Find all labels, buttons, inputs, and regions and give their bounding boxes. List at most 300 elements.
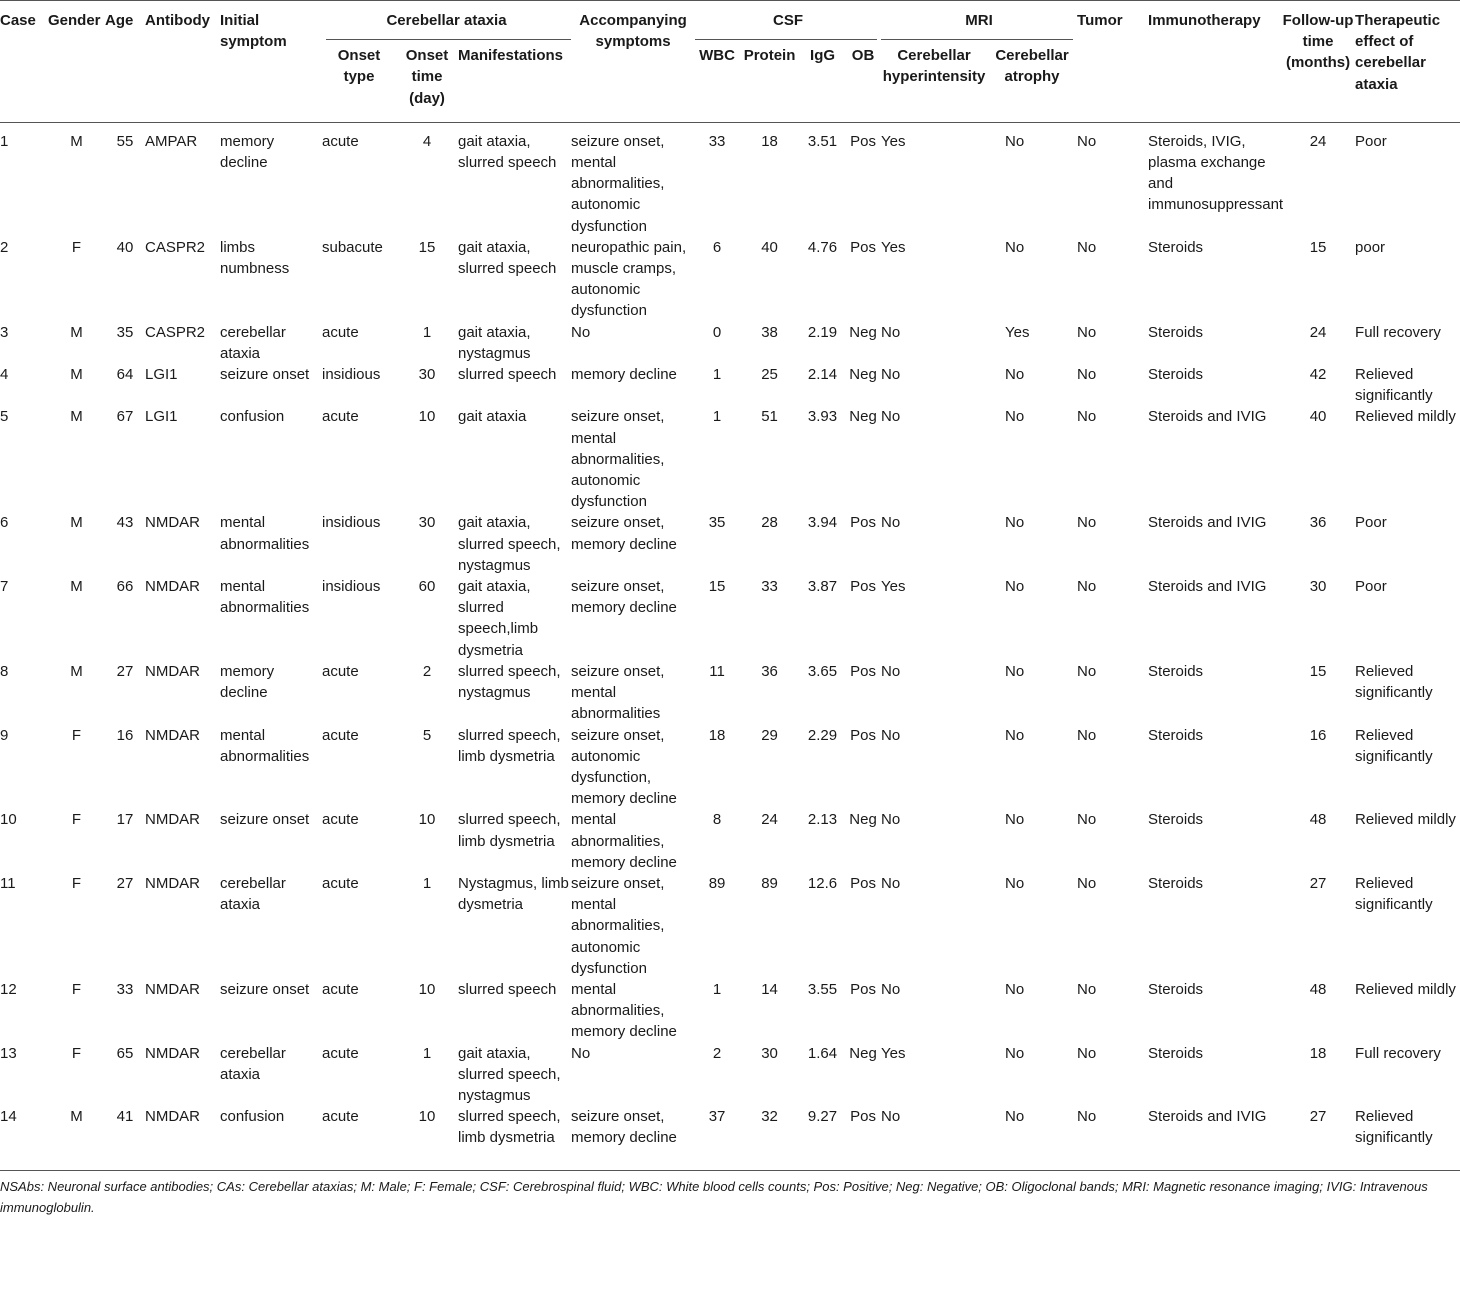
cell-onset-type: acute	[322, 811, 359, 829]
cell-age: 55	[116, 132, 134, 150]
cell-antibody: LGI1	[145, 366, 178, 384]
cell-followup: 36	[1309, 514, 1327, 532]
cell-gender: F	[71, 980, 82, 998]
cell-manifest: Nystagmus, limb dysmetria	[458, 874, 569, 914]
cell-followup: 27	[1309, 1108, 1327, 1126]
cell-tumor: No	[1077, 874, 1097, 892]
header-protein: Protein	[743, 47, 796, 65]
cell-effect: Relieved mildly	[1355, 408, 1456, 426]
cell-immuno: Steroids	[1148, 874, 1204, 892]
header-cerebellar-ataxia-label: Cerebellar ataxia	[386, 12, 507, 29]
cell-onset-time: 2	[422, 662, 432, 680]
cell-case: 3	[0, 323, 9, 341]
cell-accomp: seizure onset, memory decline	[571, 514, 677, 553]
cell-accomp: seizure onset, memory decline	[571, 578, 677, 617]
cell-igg: 3.65	[807, 662, 838, 680]
cell-tumor: No	[1077, 514, 1097, 532]
cell-gender: M	[70, 1108, 83, 1126]
cell-followup: 16	[1309, 726, 1327, 744]
cell-manifest: slurred speech, limb dysmetria	[458, 811, 561, 850]
cell-wbc: 89	[708, 874, 726, 892]
cell-manifest: slurred speech	[458, 366, 557, 384]
cell-followup: 40	[1309, 408, 1327, 426]
cell-wbc: 1	[712, 980, 722, 998]
cell-ob: Pos	[850, 874, 876, 892]
cell-manifest: gait ataxia	[458, 408, 527, 426]
header-therapeutic-effect: Therapeutic effect of cerebellar ataxia	[1355, 12, 1441, 93]
cell-igg: 2.19	[807, 323, 838, 341]
cell-atrophy: No	[1005, 874, 1025, 892]
cell-ob: Neg	[849, 1044, 877, 1062]
cell-immuno: Steroids	[1148, 811, 1204, 829]
cell-ob: Neg	[849, 323, 877, 341]
cell-ob: Pos	[850, 662, 876, 680]
cell-case: 7	[0, 578, 9, 596]
cell-protein: 14	[761, 980, 778, 998]
cell-tumor: No	[1077, 578, 1097, 596]
cell-case: 10	[0, 811, 17, 829]
cell-immuno: Steroids and IVIG	[1148, 408, 1267, 426]
cell-onset-time: 10	[418, 980, 436, 998]
header-cerebellar-ataxia	[322, 1, 571, 41]
cell-atrophy: No	[1005, 514, 1025, 532]
cell-followup: 42	[1309, 366, 1327, 384]
table-row	[0, 1106, 1460, 1170]
cell-accomp: seizure onset, memory decline	[571, 1108, 677, 1147]
cell-antibody: NMDAR	[145, 1108, 200, 1126]
cell-age: 66	[116, 578, 134, 596]
cell-onset-type: acute	[322, 726, 359, 744]
header-antibody: Antibody	[145, 12, 210, 29]
header-immunotherapy: Immunotherapy	[1148, 12, 1261, 29]
cell-tumor: No	[1077, 323, 1097, 341]
cell-onset-type: acute	[322, 662, 359, 680]
cell-followup: 15	[1309, 238, 1327, 256]
cell-manifest: gait ataxia, slurred speech, nystagmus	[458, 514, 561, 574]
cell-case: 6	[0, 514, 9, 532]
cell-tumor: No	[1077, 1108, 1097, 1126]
cell-atrophy: No	[1005, 408, 1025, 426]
cell-followup: 24	[1309, 132, 1327, 150]
cell-followup: 15	[1309, 662, 1327, 680]
cell-wbc: 0	[712, 323, 722, 341]
cell-onset-type: insidious	[322, 578, 381, 596]
header-onset-time: Onset time (day)	[405, 47, 449, 107]
cell-onset-time: 1	[422, 1044, 432, 1062]
cell-ob: Pos	[850, 980, 876, 998]
header-tumor: Tumor	[1077, 12, 1123, 29]
cell-accomp: mental abnormalities, memory decline	[571, 811, 677, 871]
cell-followup: 48	[1309, 980, 1327, 998]
cell-tumor: No	[1077, 811, 1097, 829]
table-row	[0, 322, 1460, 364]
cell-case: 4	[0, 366, 9, 384]
cell-initial: cerebellar ataxia	[220, 1044, 286, 1083]
cell-followup: 48	[1309, 811, 1327, 829]
cell-initial: confusion	[220, 408, 285, 426]
cell-igg: 3.87	[807, 578, 838, 596]
cell-accomp: seizure onset, mental abnormalities, autonomic dysfunction	[571, 408, 665, 511]
cell-case: 12	[0, 980, 17, 998]
cell-hyper: No	[881, 323, 901, 341]
cell-protein: 38	[761, 323, 778, 341]
cell-onset-time: 1	[422, 874, 432, 892]
cell-antibody: CASPR2	[145, 238, 206, 256]
cell-onset-time: 4	[422, 132, 432, 150]
cell-age: 17	[116, 811, 134, 829]
cell-igg: 1.64	[807, 1044, 838, 1062]
cell-onset-time: 1	[422, 323, 432, 341]
cell-wbc: 1	[712, 366, 722, 384]
cell-hyper: No	[881, 811, 901, 829]
table-row	[0, 576, 1460, 661]
cell-gender: M	[70, 132, 83, 150]
cell-wbc: 33	[708, 132, 726, 150]
cell-accomp: mental abnormalities, memory decline	[571, 980, 677, 1041]
cell-age: 43	[116, 514, 134, 532]
cell-effect: Relieved mildly	[1355, 811, 1456, 829]
cell-ob: Neg	[849, 366, 877, 384]
cell-ob: Pos	[850, 514, 876, 532]
cell-gender: F	[71, 811, 82, 829]
table-row	[0, 661, 1460, 725]
cell-manifest: slurred speech, nystagmus	[458, 662, 561, 702]
cell-antibody: NMDAR	[145, 578, 200, 596]
cell-onset-type: acute	[322, 980, 359, 998]
header-csf	[695, 1, 881, 41]
cell-effect: Poor	[1355, 578, 1387, 596]
cell-onset-time: 10	[418, 811, 436, 829]
cell-onset-time: 15	[418, 238, 436, 256]
cell-protein: 25	[761, 366, 778, 384]
cell-ob: Pos	[850, 726, 876, 744]
cell-case: 9	[0, 726, 9, 744]
cell-protein: 28	[761, 514, 778, 532]
cell-effect: Relieved significantly	[1355, 726, 1433, 765]
table-row	[0, 873, 1460, 979]
cell-case: 2	[0, 238, 9, 256]
cell-immuno: Steroids	[1148, 1044, 1204, 1062]
cell-ob: Neg	[849, 408, 877, 426]
cell-accomp: seizure onset, autonomic dysfunction, memory decline	[571, 726, 677, 808]
cell-onset-type: acute	[322, 132, 359, 150]
cell-onset-time: 30	[418, 366, 436, 384]
cell-wbc: 1	[712, 408, 722, 426]
cell-igg: 9.27	[807, 1108, 838, 1126]
cell-initial: cerebellar ataxia	[220, 874, 286, 914]
table-row	[0, 406, 1460, 512]
cell-gender: M	[70, 514, 83, 532]
cell-onset-type: acute	[322, 1044, 359, 1062]
cell-age: 16	[116, 726, 134, 744]
cell-accomp: seizure onset, mental abnormalities, autonomic dysfunction	[571, 132, 665, 235]
cell-igg: 2.29	[807, 726, 838, 744]
cell-antibody: NMDAR	[145, 980, 200, 998]
mri-rule	[881, 39, 1073, 40]
cell-effect: Relieved significantly	[1355, 662, 1433, 702]
cell-age: 40	[116, 238, 134, 256]
header-cerebellar-atrophy: Cerebellar atrophy	[995, 47, 1069, 86]
cell-tumor: No	[1077, 1044, 1097, 1062]
cell-age: 27	[116, 662, 134, 680]
cell-manifest: gait ataxia, nystagmus	[458, 323, 531, 362]
cell-case: 14	[0, 1108, 17, 1126]
header-mri-label: MRI	[965, 12, 993, 29]
cell-antibody: LGI1	[145, 408, 178, 426]
cell-immuno: Steroids, IVIG, plasma exchange and immunosuppressant	[1148, 132, 1284, 214]
cell-antibody: NMDAR	[145, 662, 200, 680]
cell-immuno: Steroids	[1148, 366, 1204, 384]
cell-hyper: Yes	[881, 1044, 906, 1062]
cell-onset-type: acute	[322, 408, 359, 426]
cell-age: 27	[116, 874, 134, 892]
cell-initial: memory decline	[220, 132, 275, 172]
cell-onset-time: 5	[422, 726, 432, 744]
cell-onset-type: acute	[322, 323, 359, 341]
cell-atrophy: No	[1005, 811, 1025, 829]
cell-protein: 89	[761, 874, 778, 892]
cell-igg: 12.6	[807, 874, 838, 892]
cell-hyper: No	[881, 726, 901, 744]
cell-onset-type: acute	[322, 1108, 359, 1126]
cell-protein: 24	[761, 811, 778, 829]
cell-gender: F	[71, 238, 82, 256]
table-body	[0, 122, 1460, 1170]
cell-tumor: No	[1077, 408, 1097, 426]
cell-protein: 29	[761, 726, 778, 744]
cell-age: 67	[116, 408, 134, 426]
cell-ob: Pos	[850, 132, 876, 150]
cell-wbc: 8	[712, 811, 722, 829]
cell-age: 33	[116, 980, 134, 998]
table-row	[0, 1043, 1460, 1107]
cell-protein: 32	[761, 1108, 778, 1126]
cell-hyper: No	[881, 366, 901, 384]
cell-effect: Relieved significantly	[1355, 366, 1433, 405]
cell-manifest: gait ataxia, slurred speech	[458, 238, 557, 278]
cell-followup: 27	[1309, 874, 1327, 892]
cell-onset-type: insidious	[322, 366, 381, 384]
cell-ob: Neg	[849, 811, 877, 829]
table-footnote: NSAbs: Neuronal surface antibodies; CAs: Cerebellar ataxias; M: Male; F: Female; CSF: Cerebrospinal fluid; WBC: White blood cells counts; Pos: Positive; Neg: Negative; OB: Oligoclonal bands; MRI: Magnetic resonance imaging; IVIG: Intravenous immunoglobulin.	[0, 1170, 1460, 1218]
cell-wbc: 6	[712, 238, 722, 256]
cell-ob: Pos	[850, 578, 876, 596]
cell-igg: 3.94	[807, 514, 838, 532]
cell-atrophy: No	[1005, 980, 1025, 998]
cell-effect: Full recovery	[1355, 323, 1441, 341]
cell-initial: seizure onset	[220, 980, 310, 998]
cell-igg: 3.55	[807, 980, 838, 998]
table-row	[0, 237, 1460, 322]
cell-ob: Pos	[850, 238, 876, 256]
cell-onset-type: insidious	[322, 514, 381, 532]
table-row	[0, 512, 1460, 576]
cell-gender: M	[70, 662, 83, 680]
cell-immuno: Steroids	[1148, 726, 1204, 744]
cell-igg: 3.51	[807, 132, 838, 150]
cell-accomp: No	[571, 323, 591, 341]
cell-atrophy: No	[1005, 132, 1025, 150]
cell-case: 11	[0, 874, 16, 892]
cell-hyper: No	[881, 408, 901, 426]
cell-immuno: Steroids and IVIG	[1148, 1108, 1267, 1126]
cerebellar-ataxia-rule	[326, 39, 571, 40]
cell-age: 35	[116, 323, 134, 341]
cell-manifest: gait ataxia, slurred speech	[458, 132, 557, 172]
header-ob: OB	[851, 47, 875, 65]
cell-immuno: Steroids	[1148, 238, 1204, 256]
cell-hyper: No	[881, 874, 901, 892]
cell-igg: 3.93	[807, 408, 838, 426]
cell-hyper: Yes	[881, 132, 906, 150]
cell-tumor: No	[1077, 980, 1097, 998]
cell-initial: mental abnormalities	[220, 578, 310, 617]
cell-tumor: No	[1077, 238, 1097, 256]
cell-hyper: No	[881, 1108, 901, 1126]
cell-immuno: Steroids and IVIG	[1148, 514, 1267, 532]
header-csf-label: CSF	[773, 12, 804, 29]
cell-immuno: Steroids and IVIG	[1148, 578, 1267, 596]
cell-atrophy: No	[1005, 238, 1025, 256]
cell-accomp: No	[571, 1044, 591, 1062]
cell-tumor: No	[1077, 662, 1097, 680]
cell-initial: memory decline	[220, 662, 275, 702]
cell-onset-time: 10	[418, 1108, 436, 1126]
table-row	[0, 725, 1460, 810]
cell-gender: M	[70, 366, 83, 384]
cell-effect: Relieved significantly	[1355, 1108, 1433, 1147]
cell-gender: M	[70, 578, 83, 596]
cell-age: 64	[116, 366, 134, 384]
header-age: Age	[105, 12, 134, 29]
cell-manifest: slurred speech, limb dysmetria	[458, 1108, 561, 1147]
table-row	[0, 979, 1460, 1043]
cell-effect: Relieved mildly	[1355, 980, 1456, 998]
cell-antibody: NMDAR	[145, 811, 200, 829]
cell-wbc: 37	[708, 1108, 726, 1126]
cell-wbc: 18	[708, 726, 726, 744]
header-accompanying: Accompanying symptoms	[579, 12, 687, 51]
cell-igg: 4.76	[807, 238, 838, 256]
cell-onset-type: acute	[322, 874, 359, 892]
cell-atrophy: Yes	[1005, 323, 1030, 341]
cell-case: 1	[0, 132, 9, 150]
header-cerebellar-hyperintensity: Cerebellar hyperintensity	[882, 47, 986, 86]
cell-hyper: Yes	[881, 238, 906, 256]
header-manifestations: Manifestations	[458, 47, 564, 65]
cell-manifest: slurred speech, limb dysmetria	[458, 726, 561, 765]
cell-effect: Poor	[1355, 514, 1387, 532]
cell-immuno: Steroids	[1148, 662, 1204, 680]
cell-wbc: 15	[708, 578, 726, 596]
cell-igg: 2.13	[807, 811, 838, 829]
header-mri	[881, 1, 1077, 41]
cell-case: 8	[0, 662, 9, 680]
cell-antibody: NMDAR	[145, 1044, 200, 1062]
header-igg: IgG	[810, 47, 836, 65]
cell-age: 65	[116, 1044, 134, 1062]
table-row	[0, 122, 1460, 237]
cell-followup: 18	[1309, 1044, 1327, 1062]
cell-wbc: 2	[712, 1044, 722, 1062]
table-header	[0, 1, 1460, 123]
cell-followup: 24	[1309, 323, 1327, 341]
cell-accomp: seizure onset, mental abnormalities, autonomic dysfunction	[571, 874, 665, 977]
header-onset-type: Onset type	[337, 47, 381, 86]
cell-followup: 30	[1309, 578, 1327, 596]
cell-hyper: No	[881, 514, 901, 532]
cell-tumor: No	[1077, 726, 1097, 744]
cell-antibody: NMDAR	[145, 874, 200, 892]
cell-onset-time: 10	[418, 408, 436, 426]
cell-hyper: No	[881, 662, 901, 680]
cell-igg: 2.14	[807, 366, 838, 384]
cell-initial: seizure onset	[220, 366, 310, 384]
cell-atrophy: No	[1005, 1108, 1025, 1126]
cell-tumor: No	[1077, 132, 1097, 150]
cell-protein: 51	[761, 408, 778, 426]
cell-immuno: Steroids	[1148, 980, 1204, 998]
cell-accomp: seizure onset, mental abnormalities	[571, 662, 665, 723]
cell-manifest: slurred speech	[458, 980, 557, 998]
cell-tumor: No	[1077, 366, 1097, 384]
cell-antibody: NMDAR	[145, 726, 200, 744]
cell-onset-time: 60	[418, 578, 436, 596]
table-row	[0, 809, 1460, 873]
header-case: Case	[0, 12, 36, 29]
cell-antibody: CASPR2	[145, 323, 206, 341]
cell-onset-type: subacute	[322, 238, 383, 256]
cell-gender: F	[71, 726, 82, 744]
table-row	[0, 364, 1460, 406]
cell-effect: Full recovery	[1355, 1044, 1441, 1062]
cell-initial: cerebellar ataxia	[220, 323, 286, 362]
cell-wbc: 11	[709, 662, 725, 680]
cell-atrophy: No	[1005, 726, 1025, 744]
header-wbc: WBC	[699, 47, 735, 65]
cell-gender: F	[71, 1044, 82, 1062]
cell-case: 5	[0, 408, 9, 426]
cell-protein: 33	[761, 578, 778, 596]
cell-manifest: gait ataxia, slurred speech,limb dysmetria	[458, 578, 539, 659]
cell-gender: F	[71, 874, 82, 892]
cell-protein: 40	[761, 238, 778, 256]
cell-effect: poor	[1355, 238, 1386, 256]
cell-onset-time: 30	[418, 514, 436, 532]
cell-gender: M	[70, 408, 83, 426]
cell-antibody: AMPAR	[145, 132, 198, 150]
cell-age: 41	[116, 1108, 134, 1126]
header-initial-symptom: Initial symptom	[220, 12, 287, 51]
cell-immuno: Steroids	[1148, 323, 1204, 341]
cell-ob: Pos	[850, 1108, 876, 1126]
cell-gender: M	[70, 323, 83, 341]
cell-hyper: Yes	[881, 578, 906, 596]
header-gender: Gender	[48, 12, 101, 29]
cell-effect: Relieved significantly	[1355, 874, 1433, 914]
csf-rule	[695, 39, 877, 40]
cell-manifest: gait ataxia, slurred speech, nystagmus	[458, 1044, 561, 1104]
cell-antibody: NMDAR	[145, 514, 200, 532]
cell-initial: mental abnormalities	[220, 726, 310, 765]
cell-atrophy: No	[1005, 1044, 1025, 1062]
cell-atrophy: No	[1005, 366, 1025, 384]
cell-accomp: neuropathic pain, muscle cramps, autonomic dysfunction	[571, 238, 687, 320]
cell-case: 13	[0, 1044, 17, 1062]
cell-protein: 36	[761, 662, 778, 680]
cell-protein: 30	[761, 1044, 778, 1062]
cell-wbc: 35	[708, 514, 726, 532]
